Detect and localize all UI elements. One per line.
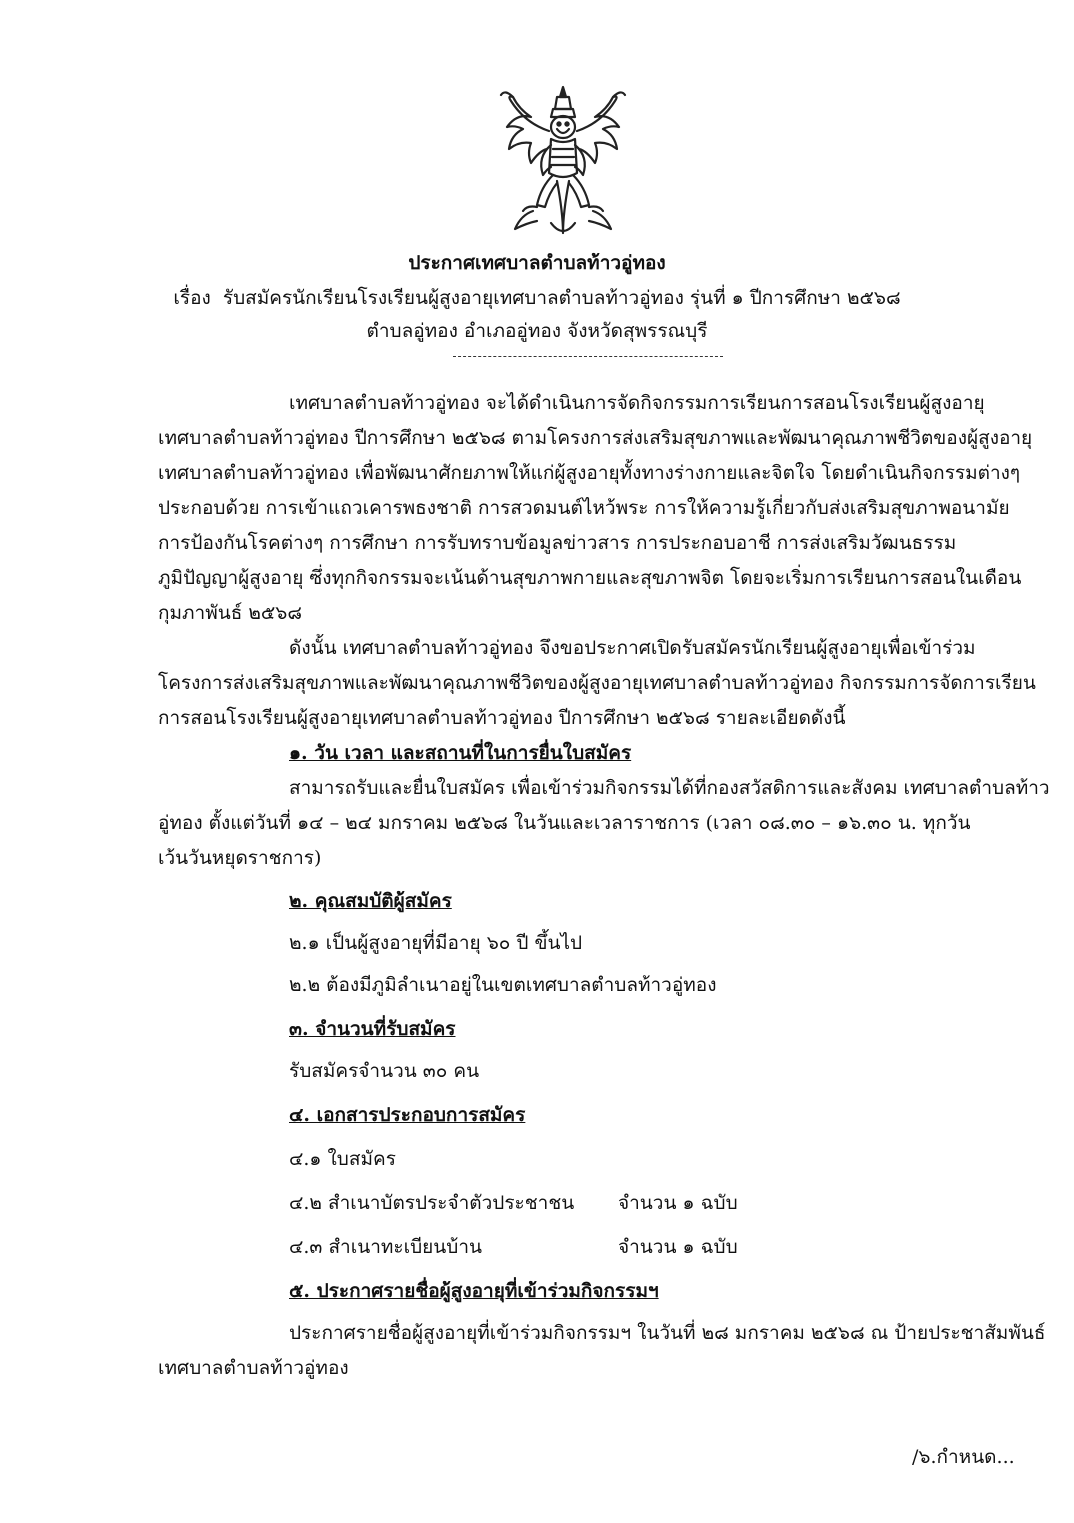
section5-heading: ๕. ประกาศรายชื่อผู้สูงอายุที่เข้าร่วมกิจกรรมฯ [289,1280,659,1302]
continuation-marker: /๖.กำหนด... [912,1446,1015,1468]
section4-item-label: ๔.๒ สำเนาบัตรประจำตัวประชาชน [289,1192,575,1214]
para2-line: การสอนโรงเรียนผู้สูงอายุเทศบาลตำบลท้าวอู่ทอง ปีการศึกษา ๒๕๖๘ รายละเอียดดังนี้ [158,707,846,729]
section5-line: ประกาศรายชื่อผู้สูงอายุที่เข้าร่วมกิจกรรมฯ ในวันที่ ๒๘ มกราคม ๒๕๖๘ ณ ป้ายประชาสัมพันธ์ [289,1322,1046,1344]
section2-item: ๒.๒ ต้องมีภูมิลำเนาอยู่ในเขตเทศบาลตำบลท้าวอู่ทอง [289,974,717,996]
subject-label: เรื่อง [173,287,211,309]
para1-line: ภูมิปัญญาผู้สูงอายุ ซึ่งทุกกิจกรรมจะเน้นด้านสุขภาพกายและสุขภาพจิต โดยจะเริ่มการเรียนการสอนในเดือน [158,567,1022,589]
para1-line: เทศบาลตำบลท้าวอู่ทอง ปีการศึกษา ๒๕๖๘ ตามโครงการส่งเสริมสุขภาพและพัฒนาคุณภาพชีวิตของผู้สูงอายุ [158,427,1033,449]
para2-line: โครงการส่งเสริมสุขภาพและพัฒนาคุณภาพชีวิตของผู้สูงอายุเทศบาลตำบลท้าวอู่ทอง กิจกรรมการจัดการเรียน [158,672,1036,694]
section1-line: เว้นวันหยุดราชการ) [158,847,322,869]
section4-heading: ๔. เอกสารประกอบการสมัคร [289,1104,526,1126]
para1-line: เทศบาลตำบลท้าวอู่ทอง จะได้ดำเนินการจัดกิจกรรมการเรียนการสอนโรงเรียนผู้สูงอายุ [289,392,985,414]
section3-text: รับสมัครจำนวน ๓๐ คน [289,1060,480,1082]
para1-line: ประกอบด้วย การเข้าแถวเคารพธงชาติ การสวดมนต์ไหว้พระ การให้ความรู้เกี่ยวกับส่งเสริมสุขภาพอนามัย [158,497,1010,519]
section1-line: สามารถรับและยื่นใบสมัคร เพื่อเข้าร่วมกิจกรรมได้ที่กองสวัสดิการและสังคม เทศบาลตำบลท้าว [289,777,1050,799]
section1-heading: ๑. วัน เวลา และสถานที่ในการยื่นใบสมัคร [289,742,632,764]
section4-item-qty: จำนวน ๑ ฉบับ [618,1236,738,1258]
section4-item-label: ๔.๑ ใบสมัคร [289,1148,396,1170]
section1-line: อู่ทอง ตั้งแต่วันที่ ๑๔ – ๒๔ มกราคม ๒๕๖๘ ในวันและเวลาราชการ (เวลา ๐๘.๓๐ – ๑๖.๓๐ น. ทุกวัน [158,812,971,834]
announcement-location: ตำบลอู่ทอง อำเภออู่ทอง จังหวัดสุพรรณบุรี [366,320,708,342]
section3-heading: ๓. จำนวนที่รับสมัคร [289,1018,456,1040]
para2-line: ดังนั้น เทศบาลตำบลท้าวอู่ทอง จึงขอประกาศเปิดรับสมัครนักเรียนผู้สูงอายุเพื่อเข้าร่วม [289,637,976,659]
para1-line: การป้องกันโรคต่างๆ การศึกษา การรับทราบข้อมูลข่าวสาร การประกอบอาชี การส่งเสริมวัฒนธรรม [158,532,957,554]
para1-line: กุมภาพันธ์ ๒๕๖๘ [158,602,302,624]
section2-item: ๒.๑ เป็นผู้สูงอายุที่มีอายุ ๖๐ ปี ขึ้นไป [289,932,583,954]
announcement-subject [0,285,1074,311]
subject-text: รับสมัครนักเรียนโรงเรียนผู้สูงอายุเทศบาลตำบลท้าวอู่ทอง รุ่นที่ ๑ ปีการศึกษา ๒๕๖๘ [222,287,901,309]
garuda-emblem-icon [497,83,629,243]
section2-heading: ๒. คุณสมบัติผู้สมัคร [289,890,452,912]
section5-line: เทศบาลตำบลท้าวอู่ทอง [158,1357,349,1379]
section4-item-qty: จำนวน ๑ ฉบับ [618,1192,738,1214]
announcement-title: ประกาศเทศบาลตำบลท้าวอู่ทอง [408,252,666,274]
header-divider [453,356,723,357]
section4-item-label: ๔.๓ สำเนาทะเบียนบ้าน [289,1236,482,1258]
para1-line: เทศบาลตำบลท้าวอู่ทอง เพื่อพัฒนาศักยภาพให้แก่ผู้สูงอายุทั้งทางร่างกายและจิตใจ โดยดำเนินกิจกรรมต่างๆ [158,462,1021,484]
